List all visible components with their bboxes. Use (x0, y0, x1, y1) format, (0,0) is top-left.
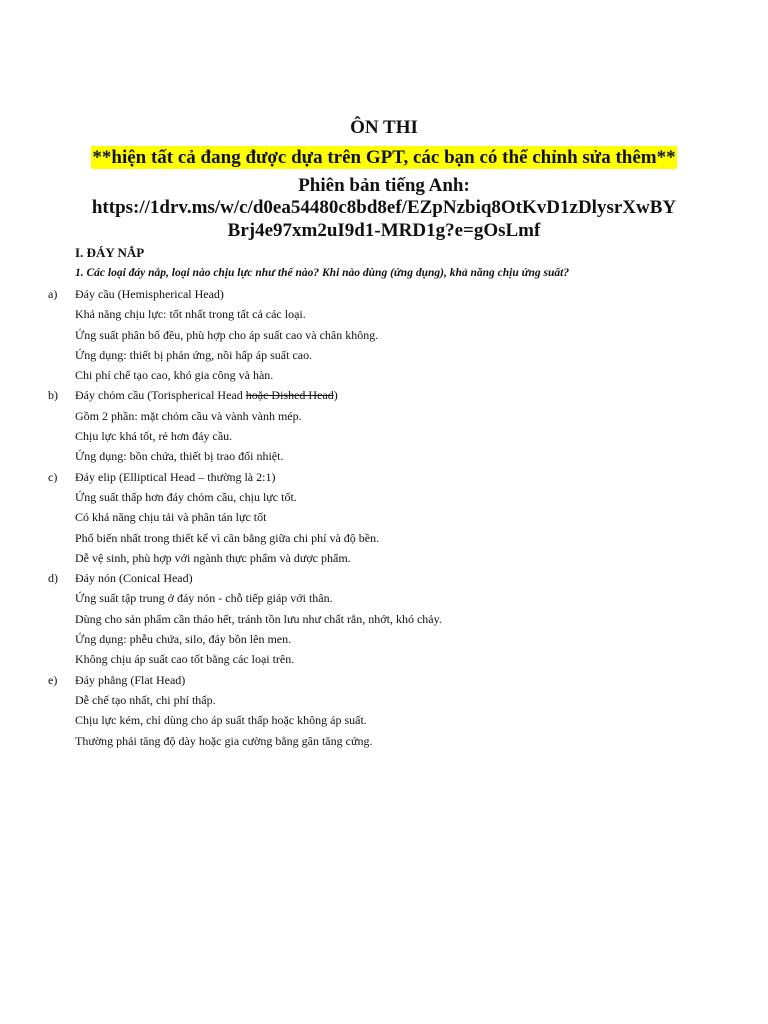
detail-line (0, 710, 768, 730)
detail-text: Thường phải tăng độ dày hoặc gia cường bằng gân tăng cứng. (75, 733, 373, 748)
detail-line (0, 731, 768, 751)
detail-text: Ứng suất thấp hơn đáy chỏm cầu, chịu lực tốt. (75, 489, 297, 504)
version-label: Phiên bản tiếng Anh: (298, 175, 470, 196)
detail-text: Gồm 2 phần: mặt chỏm cầu và vành vành mép. (75, 408, 302, 423)
title-part: ) (333, 388, 338, 403)
detail-text: Chịu lực kém, chỉ dùng cho áp suất thấp hoặc không áp suất. (75, 713, 367, 728)
document-title: ÔN THI (350, 117, 418, 138)
detail-line (0, 588, 768, 608)
detail-text: Ứng dụng: bồn chứa, thiết bị trao đổi nhiệt. (75, 449, 284, 464)
list-item-d (0, 568, 768, 588)
link-line-1[interactable]: https://1drv.ms/w/c/d0ea54480c8bd8ef/EZpNzbiq8OtKvD1zDlysrXwBY (91, 197, 677, 218)
detail-line (0, 446, 768, 466)
detail-line (0, 426, 768, 446)
question-text: 1. Các loại đáy nắp, loại nào chịu lực như thế nào? Khi nào dùng (ứng dụng), khả năng chịu ứng suất? (75, 267, 570, 279)
detail-line (0, 548, 768, 568)
list-item-title: Đáy cầu (Hemispherical Head) (75, 287, 224, 301)
list-item-title: Đáy elip (Elliptical Head – thường là 2:1) (75, 469, 276, 484)
detail-line (0, 406, 768, 426)
detail-line (0, 629, 768, 649)
list-marker: a) (48, 287, 58, 301)
detail-text: Chịu lực khá tốt, rẻ hơn đáy cầu. (75, 429, 233, 444)
link-line-2[interactable]: Brj4e97xm2uI9d1-MRD1g?e=gOsLmf (227, 220, 541, 241)
detail-text: Phổ biến nhất trong thiết kế vì cân bằng giữa chi phí và độ bền. (75, 530, 380, 545)
list-item-title: Đáy nón (Conical Head) (75, 571, 193, 586)
list-item-a (0, 284, 768, 304)
detail-line (0, 345, 768, 365)
english-version-link[interactable] (0, 196, 768, 242)
detail-text: Dễ chế tạo nhất, chi phí thấp. (75, 692, 216, 707)
detail-text: Không chịu áp suất cao tốt bằng các loại trên. (75, 652, 295, 667)
list-item-b (0, 385, 768, 405)
list-marker: d) (48, 571, 58, 586)
detail-text: Ứng suất phân bố đều, phù hợp cho áp suất cao và chân không. (75, 327, 379, 342)
detail-line (0, 528, 768, 548)
detail-text: Khả năng chịu lực: tốt nhất trong tất cả các loại. (75, 307, 306, 322)
detail-line (0, 487, 768, 507)
list-item-title (75, 385, 338, 405)
detail-line (0, 507, 768, 527)
detail-text: Ứng suất tập trung ở đáy nón - chỗ tiếp giáp với thân. (75, 591, 333, 606)
section-heading: I. ĐÁY NẮP (75, 245, 145, 260)
struck-text: hoặc Dished Head (245, 388, 334, 403)
detail-line (0, 365, 768, 385)
title-part: Đáy chỏm cầu (Torispherical Head (75, 388, 246, 403)
list-marker: c) (48, 469, 58, 484)
list-item-c (0, 467, 768, 487)
detail-line (0, 690, 768, 710)
detail-line (0, 609, 768, 629)
answer-body (0, 284, 768, 751)
highlighted-notice: **hiện tất cả đang được dựa trên GPT, các bạn có thể chỉnh sửa thêm** (92, 147, 676, 168)
detail-line (0, 649, 768, 669)
detail-text: Dùng cho sản phẩm cần tháo hết, tránh tồn lưu như chất rắn, nhớt, khó chảy. (75, 611, 442, 626)
detail-line (0, 325, 768, 345)
detail-text: Ứng dụng: phễu chứa, silo, đáy bồn lên men. (75, 632, 292, 647)
notice-line (0, 144, 768, 173)
detail-text: Dễ vệ sinh, phù hợp với ngành thực phẩm và dược phẩm. (75, 550, 351, 565)
list-marker: e) (48, 672, 58, 687)
detail-text: Chi phí chế tạo cao, khó gia công và hàn. (75, 368, 274, 383)
list-item-title: Đáy phẳng (Flat Head) (75, 672, 186, 687)
list-item-e (0, 670, 768, 690)
detail-text: Có khả năng chịu tải và phân tán lực tốt (75, 510, 267, 525)
detail-line (0, 304, 768, 324)
detail-text: Ứng dụng: thiết bị phản ứng, nồi hấp áp suất cao. (75, 347, 313, 362)
list-marker: b) (48, 388, 58, 403)
